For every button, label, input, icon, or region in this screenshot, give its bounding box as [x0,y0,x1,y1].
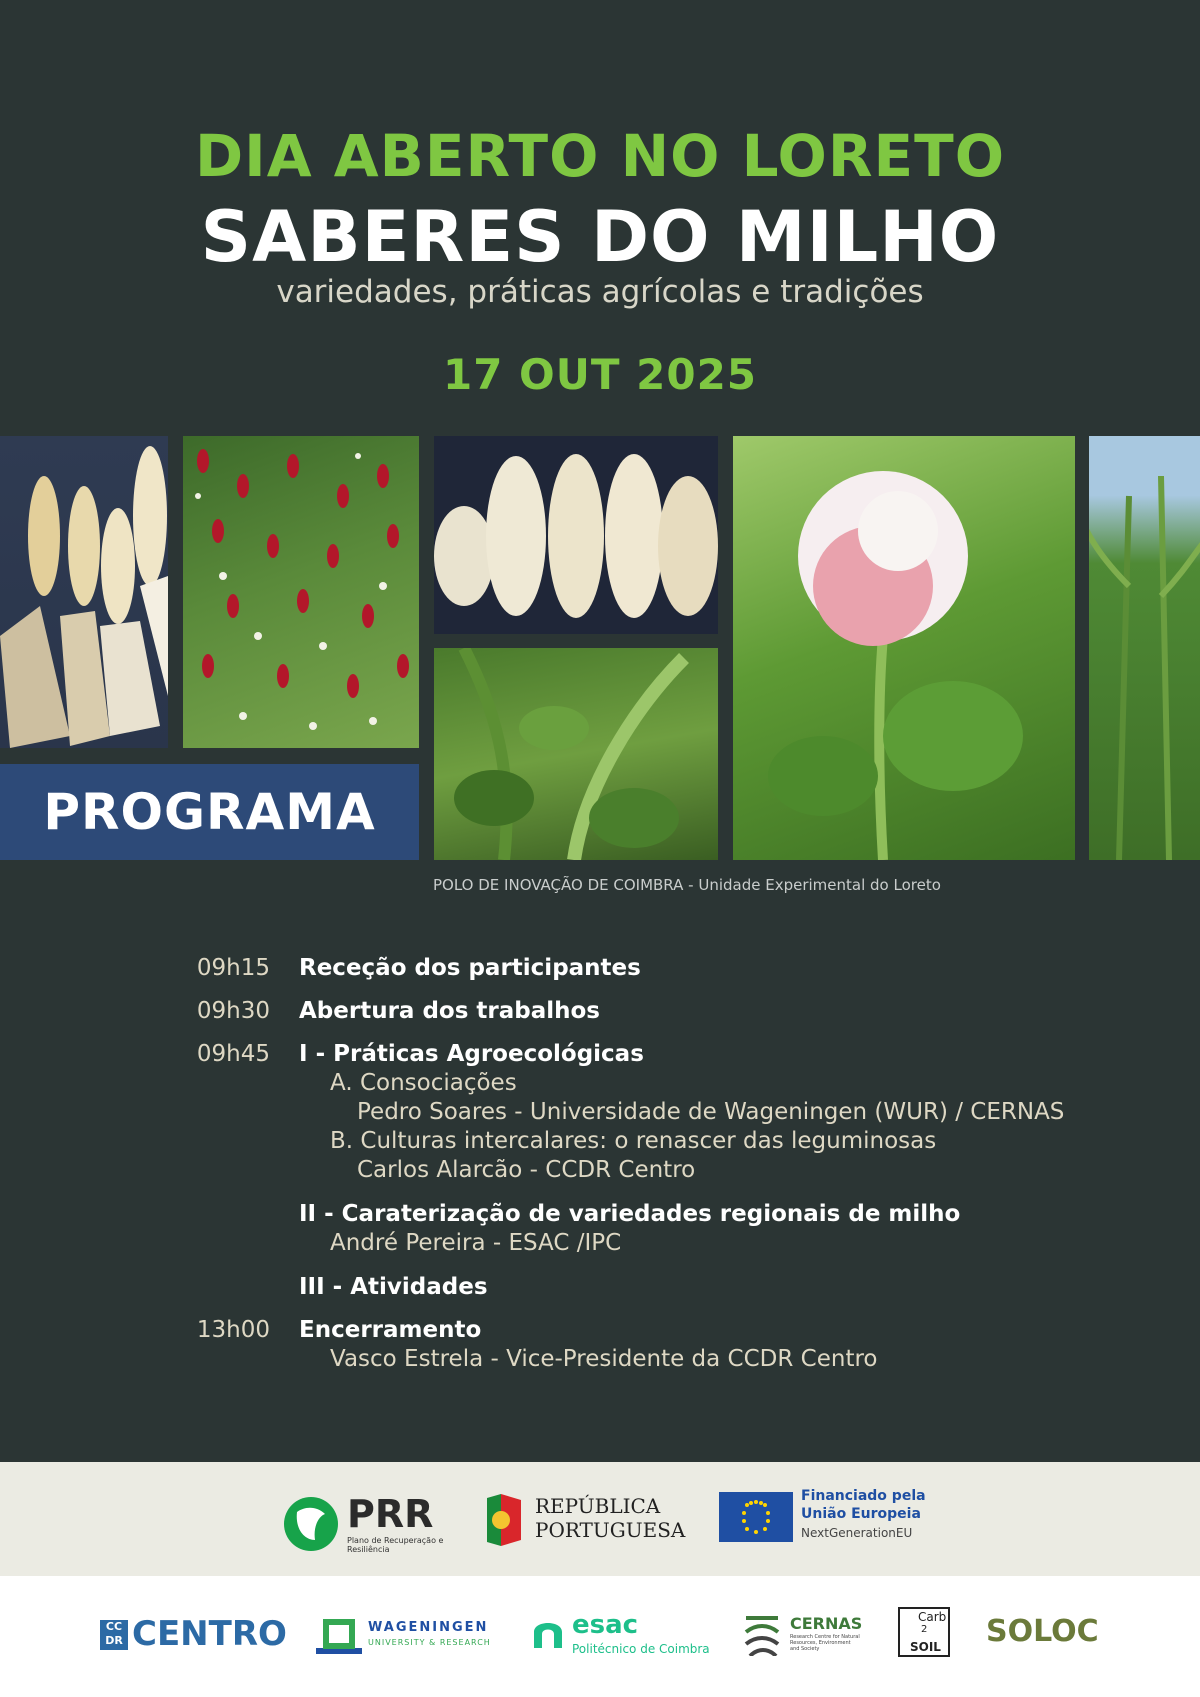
photo-clover-flower [733,436,1075,860]
carb2soil-top: Carb [918,1610,947,1624]
esac-tagline: Politécnico de Coimbra [572,1642,710,1656]
schedule-time: 09h45 [196,1041,270,1067]
prr-logo [283,1492,444,1556]
eu-line1: Financiado pela [801,1488,926,1504]
photo-corn-cobs-husks [0,436,168,748]
cernas-tagline: Research Centre for Natural Resources, Environment and Society [790,1634,860,1652]
cernas-name: CERNAS [790,1614,863,1633]
carb2soil-bottom: SOIL [910,1640,941,1654]
schedule-item: II - Caraterização de variedades regionais de milho [299,1201,961,1227]
republica-line2: PORTUGUESA [535,1518,686,1542]
cernas-logo [744,1612,863,1660]
portugal-flag-icon [483,1492,523,1548]
esac-arch-icon [532,1616,564,1648]
prr-name: PRR [347,1492,434,1536]
carb2soil-mid: 2 [921,1624,928,1635]
funders-band [0,1462,1200,1576]
event-title: SABERES DO MILHO [200,196,1000,278]
eu-line3: NextGenerationEU [801,1526,913,1540]
schedule-item: Encerramento [299,1317,482,1343]
wageningen-line2: UNIVERSITY & RESEARCH [368,1638,491,1647]
event-name: DIA ABERTO NO LORETO [194,122,1006,190]
esac-logo [532,1610,710,1656]
photo-crimson-clover-field [183,436,419,748]
schedule-time: 09h15 [196,955,270,981]
wageningen-logo [316,1618,491,1658]
soloc-name: SOLOC [986,1614,1099,1649]
event-date: 17 OUT 2025 [442,350,758,399]
schedule-subitem: A. Consociações [330,1070,517,1096]
cernas-waves-icon [744,1612,780,1656]
esac-name: esac [572,1610,639,1640]
wageningen-line1: WAGENINGEN [368,1620,489,1635]
republica-logo [483,1492,686,1552]
photo-intercropped-beans-corn [434,648,718,860]
ccdr-badge: CC DR [100,1620,128,1650]
schedule-item: I - Práticas Agroecológicas [299,1041,644,1067]
prr-globe-icon [283,1496,339,1552]
eu-logo [719,1488,926,1546]
photo-white-corn-cobs [434,436,718,634]
ccdr-name: CENTRO [132,1614,287,1654]
eu-line2: União Europeia [801,1506,921,1522]
schedule-item: Abertura dos trabalhos [299,998,600,1024]
schedule-speaker: Carlos Alarcão - CCDR Centro [357,1157,696,1183]
programa-label: PROGRAMA [0,764,419,860]
prr-tagline: Plano de Recuperação e Resiliência [347,1536,444,1554]
republica-line1: REPÚBLICA [535,1494,661,1518]
photo-corn-field [1089,436,1200,860]
schedule-item: III - Atividades [299,1274,488,1300]
carb2soil-logo [898,1607,950,1657]
event-subtitle: variedades, práticas agrícolas e tradições [276,274,924,310]
schedule-time: 13h00 [196,1317,270,1343]
wageningen-emblem-icon [316,1618,362,1654]
schedule-time: 09h30 [196,998,270,1024]
schedule-item: Receção dos participantes [299,955,641,981]
schedule-speaker: Pedro Soares - Universidade de Wageningen (WUR) / CERNAS [357,1099,1065,1125]
partners-band [0,1576,1200,1697]
schedule-subitem: B. Culturas intercalares: o renascer das leguminosas [330,1128,937,1154]
location-caption: POLO DE INOVAÇÃO DE COIMBRA - Unidade Experimental do Loreto [433,876,941,894]
schedule-speaker: André Pereira - ESAC /IPC [330,1230,622,1256]
eu-flag-icon [719,1492,793,1542]
schedule-speaker: Vasco Estrela - Vice-Presidente da CCDR Centro [330,1346,878,1372]
